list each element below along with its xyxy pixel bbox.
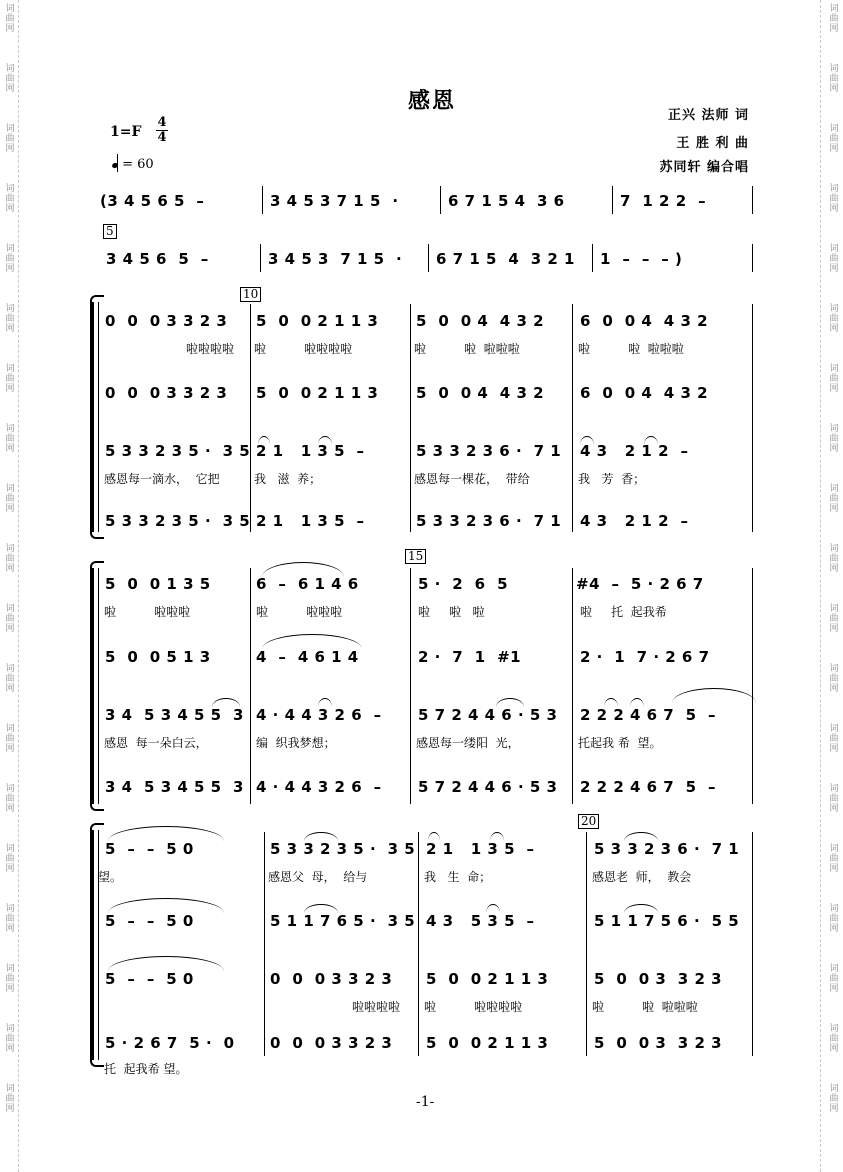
watermark-char: 网 [829, 804, 839, 814]
s3-voice3-m2: 0 0 0 3 3 2 3 [270, 970, 393, 988]
watermark-char: 曲 [5, 1094, 15, 1104]
measure-number-20: 20 [578, 814, 599, 829]
watermark-char: 曲 [829, 794, 839, 804]
s3-voice1-lyric-m1: 望。 [98, 870, 123, 884]
watermark-group [2, 724, 18, 754]
watermark-char: 词 [829, 784, 839, 794]
watermark-char: 网 [5, 84, 15, 94]
s3-voice4-m3: 5 0 0 2 1 1 3 [426, 1034, 549, 1052]
watermark-char: 曲 [829, 434, 839, 444]
watermark-char: 曲 [5, 794, 15, 804]
s3-voice3-lyric-m2: 啦啦啦啦 [352, 1000, 401, 1014]
watermark-char: 词 [829, 1024, 839, 1034]
s2-voice1-m3: 5 · 2 6 5 [418, 575, 509, 593]
s3-voice3-m3: 5 0 0 2 1 1 3 [426, 970, 549, 988]
s2-voice3-m1: 3 4 5 3 4 5 5 3 [105, 706, 244, 724]
barline [410, 568, 411, 804]
tie [108, 826, 224, 841]
watermark-group [2, 64, 18, 94]
watermark-char: 词 [5, 664, 15, 674]
s2-voice3-lyric-m4: 托起我 希 望。 [578, 736, 662, 750]
watermark-char: 曲 [5, 14, 15, 24]
s1-voice1-lyric-m2: 啦 啦啦啦啦 [254, 342, 353, 356]
page-number: -1- [416, 1094, 435, 1110]
watermark-group [2, 904, 18, 934]
watermark-char: 词 [5, 4, 15, 14]
s3-voice1-m2: 5 3 3 2 3 5 · 3 5 [270, 840, 416, 858]
s1-voice3-m3: 5 3 3 2 3 6 · 7 1 [416, 442, 562, 460]
s3-voice1-lyric-m4: 感恩老 师， 教会 [592, 870, 692, 884]
s1-voice2-m3: 5 0 0 4 4 3 2 [416, 384, 545, 402]
s3-voice2-m2: 5 1 1 7 6 5 · 3 5 [270, 912, 416, 930]
barline [572, 568, 573, 804]
watermark-char: 网 [5, 804, 15, 814]
watermark-group [2, 784, 18, 814]
watermark-char: 词 [829, 1084, 839, 1094]
s2-voice4-m3: 5 7 2 4 4 6 · 5 3 [418, 778, 558, 796]
watermark-group [2, 1024, 18, 1054]
s1-voice4-m3: 5 3 3 2 3 6 · 7 1 [416, 512, 562, 530]
s3-voice3-m1: 5 – – 5 0 [105, 970, 194, 988]
watermark-char: 词 [829, 964, 839, 974]
watermark-char: 曲 [5, 194, 15, 204]
s2-voice1-m2: 6 – 6 1 4 6 [256, 575, 359, 593]
watermark-char: 词 [829, 304, 839, 314]
watermark-char: 曲 [829, 134, 839, 144]
watermark-group [826, 304, 842, 334]
watermark-char: 曲 [5, 434, 15, 444]
watermark-group [826, 364, 842, 394]
watermark-char: 网 [829, 264, 839, 274]
watermark-char: 词 [5, 484, 15, 494]
watermark-char: 曲 [5, 494, 15, 504]
watermark-group [826, 784, 842, 814]
s1-voice3-m4: 4 3 2 1 2 – [580, 442, 689, 460]
system-bracket [90, 568, 94, 804]
barline [250, 568, 251, 804]
meter-bottom: 4 [157, 130, 167, 145]
watermark-char: 词 [5, 544, 15, 554]
intro-row2-measure-2: 3 4 5 3 7 1 5 · [268, 250, 403, 268]
right-guide-line [820, 0, 821, 1172]
watermark-char: 网 [829, 504, 839, 514]
s3-voice4-m4: 5 0 0 3 3 2 3 [594, 1034, 723, 1052]
watermark-char: 网 [5, 564, 15, 574]
s2-voice2-m2: 4 – 4 6 1 4 [256, 648, 359, 666]
watermark-left [2, 0, 18, 1172]
barline [428, 244, 429, 272]
watermark-char: 词 [5, 904, 15, 914]
watermark-char: 网 [829, 444, 839, 454]
lyricist-credit: 正兴 法师 词 [667, 108, 749, 123]
s3-voice1-m4: 5 3 3 2 3 6 · 7 1 [594, 840, 740, 858]
watermark-char: 网 [829, 564, 839, 574]
s1-voice3-m1: 5 3 3 2 3 5 · 3 5 [105, 442, 251, 460]
watermark-char: 词 [829, 64, 839, 74]
watermark-group [826, 244, 842, 274]
intro-row2-measure-1: 3 4 5 6 5 – [106, 250, 209, 268]
watermark-group [2, 244, 18, 274]
watermark-char: 曲 [829, 494, 839, 504]
s1-voice1-m3: 5 0 0 4 4 3 2 [416, 312, 545, 330]
s1-voice1-m4: 6 0 0 4 4 3 2 [580, 312, 709, 330]
watermark-char: 曲 [829, 374, 839, 384]
barline [752, 568, 753, 804]
intro-row1-measure-2: 3 4 5 3 7 1 5 · [270, 192, 399, 210]
system-line [98, 568, 99, 804]
s3-voice2-m4: 5 1 1 7 5 6 · 5 5 [594, 912, 740, 930]
watermark-char: 网 [829, 984, 839, 994]
s2-voice2-m4: 2 · 1 7 · 2 6 7 [580, 648, 710, 666]
watermark-group [2, 964, 18, 994]
barline [262, 186, 263, 214]
s3-voice2-m1: 5 – – 5 0 [105, 912, 194, 930]
barline [410, 304, 411, 532]
watermark-char: 曲 [5, 674, 15, 684]
s2-voice3-lyric-m2: 编 织我梦想； [256, 736, 336, 750]
watermark-char: 词 [829, 424, 839, 434]
watermark-char: 词 [829, 364, 839, 374]
watermark-char: 曲 [829, 74, 839, 84]
barline [250, 304, 251, 532]
s3-voice1-m1: 5 – – 5 0 [105, 840, 194, 858]
s3-voice2-m3: 4 3 5 3 5 – [426, 912, 535, 930]
watermark-group [2, 4, 18, 34]
watermark-char: 词 [829, 844, 839, 854]
watermark-group [2, 1084, 18, 1114]
watermark-char: 词 [5, 784, 15, 794]
watermark-char: 曲 [829, 974, 839, 984]
watermark-char: 网 [829, 204, 839, 214]
watermark-char: 网 [829, 384, 839, 394]
barline [418, 832, 419, 1056]
tempo-marking [112, 154, 154, 172]
watermark-char: 网 [5, 744, 15, 754]
watermark-char: 词 [5, 604, 15, 614]
watermark-char: 曲 [829, 254, 839, 264]
key-signature: 1=F [110, 124, 142, 140]
watermark-group [826, 904, 842, 934]
watermark-char: 词 [829, 664, 839, 674]
s1-voice3-lyric-m3: 感恩每一棵花， 带给 [414, 472, 530, 486]
watermark-char: 网 [5, 984, 15, 994]
watermark-char: 曲 [5, 254, 15, 264]
watermark-char: 曲 [5, 134, 15, 144]
watermark-char: 曲 [829, 674, 839, 684]
s2-voice1-lyric-m2: 啦 啦啦啦 [256, 605, 343, 619]
barline [752, 244, 753, 272]
meter-top: 4 [157, 115, 167, 130]
s1-voice4-m4: 4 3 2 1 2 – [580, 512, 689, 530]
tie [262, 634, 362, 649]
tie [108, 898, 224, 913]
s1-voice3-lyric-m1: 感恩每一滴水， 它把 [104, 472, 220, 486]
composer-credit: 王 胜 利 曲 [676, 136, 749, 151]
watermark-char: 网 [829, 864, 839, 874]
watermark-char: 词 [5, 964, 15, 974]
s2-voice1-m1: 5 0 0 1 3 5 [105, 575, 211, 593]
watermark-char: 曲 [5, 74, 15, 84]
s2-voice2-m3: 2 · 7 1 #1 [418, 648, 522, 666]
watermark-char: 词 [829, 904, 839, 914]
watermark-char: 词 [5, 64, 15, 74]
tempo-value: = 60 [122, 157, 154, 172]
s1-voice4-m1: 5 3 3 2 3 5 · 3 5 [105, 512, 251, 530]
watermark-char: 网 [5, 444, 15, 454]
s3-voice3-lyric-m3: 啦 啦啦啦啦 [424, 1000, 523, 1014]
watermark-char: 网 [829, 744, 839, 754]
s3-voice3-m4: 5 0 0 3 3 2 3 [594, 970, 723, 988]
watermark-char: 词 [5, 844, 15, 854]
watermark-char: 曲 [829, 194, 839, 204]
watermark-char: 曲 [5, 854, 15, 864]
watermark-char: 曲 [5, 1034, 15, 1044]
s1-voice1-lyric-m3: 啦 啦 啦啦啦 [414, 342, 520, 356]
s1-voice4-m2: 2 1 1 3 5 – [256, 512, 365, 530]
watermark-group [2, 304, 18, 334]
barline [440, 186, 441, 214]
s2-voice1-lyric-m1: 啦 啦啦啦 [104, 605, 191, 619]
watermark-char: 网 [5, 864, 15, 874]
page-title: 感恩 [408, 88, 457, 114]
s1-voice3-lyric-m2: 我 滋 养； [254, 472, 322, 486]
s2-voice2-m1: 5 0 0 5 1 3 [105, 648, 211, 666]
watermark-char: 词 [5, 304, 15, 314]
watermark-char: 网 [829, 924, 839, 934]
watermark-char: 词 [829, 484, 839, 494]
s3-voice1-lyric-m3: 我 生 命； [424, 870, 492, 884]
watermark-group [2, 424, 18, 454]
measure-number-10: 10 [240, 287, 261, 302]
s2-voice1-lyric-m3: 啦 啦 啦 [418, 605, 485, 619]
watermark-group [826, 544, 842, 574]
s3-voice1-m3: 2 1 1 3 5 – [426, 840, 535, 858]
barline [572, 304, 573, 532]
time-signature [156, 116, 168, 145]
s2-voice3-m2: 4 · 4 4 3 2 6 – [256, 706, 382, 724]
barline [752, 832, 753, 1056]
watermark-char: 网 [5, 684, 15, 694]
watermark-char: 曲 [829, 854, 839, 864]
watermark-char: 词 [5, 184, 15, 194]
watermark-char: 曲 [5, 914, 15, 924]
s2-voice3-lyric-m3: 感恩每一缕阳 光， [416, 736, 520, 750]
watermark-group [2, 184, 18, 214]
watermark-char: 网 [5, 624, 15, 634]
watermark-char: 网 [5, 1044, 15, 1054]
s3-voice4-lyric-m1: 托 起我希 望。 [104, 1062, 188, 1076]
watermark-group [826, 724, 842, 754]
watermark-char: 曲 [5, 734, 15, 744]
s2-voice3-lyric-m1: 感恩 每一朵白云， [104, 736, 208, 750]
watermark-char: 词 [5, 124, 15, 134]
watermark-group [2, 604, 18, 634]
watermark-char: 词 [829, 604, 839, 614]
watermark-char: 网 [5, 264, 15, 274]
intro-row1-measure-1: (3 4 5 6 5 – [100, 192, 205, 210]
s3-voice4-m1: 5 · 2 6 7 5 · 0 [105, 1034, 235, 1052]
watermark-group [2, 364, 18, 394]
tie [672, 688, 756, 703]
s2-voice3-m3: 5 7 2 4 4 6 · 5 3 [418, 706, 558, 724]
watermark-char: 曲 [5, 554, 15, 564]
s1-voice1-m2: 5 0 0 2 1 1 3 [256, 312, 379, 330]
watermark-group [2, 124, 18, 154]
s1-voice2-m2: 5 0 0 2 1 1 3 [256, 384, 379, 402]
watermark-group [826, 64, 842, 94]
watermark-char: 网 [829, 144, 839, 154]
watermark-char: 曲 [5, 974, 15, 984]
watermark-char: 网 [5, 1104, 15, 1114]
s2-voice1-m4: #4 – 5 · 2 6 7 [576, 575, 704, 593]
watermark-char: 网 [829, 24, 839, 34]
watermark-char: 曲 [5, 614, 15, 624]
watermark-char: 曲 [5, 314, 15, 324]
watermark-group [826, 484, 842, 514]
watermark-char: 曲 [829, 554, 839, 564]
watermark-char: 网 [5, 324, 15, 334]
s1-voice2-m4: 6 0 0 4 4 3 2 [580, 384, 709, 402]
intro-row1-measure-4: 7 1 2 2 – [620, 192, 707, 210]
watermark-char: 曲 [829, 914, 839, 924]
s1-voice3-lyric-m4: 我 芳 香； [578, 472, 646, 486]
watermark-char: 词 [829, 4, 839, 14]
watermark-char: 网 [829, 1044, 839, 1054]
watermark-group [826, 424, 842, 454]
quarter-note-icon [111, 162, 118, 169]
s2-voice3-m4: 2 2 2 4 6 7 5 – [580, 706, 717, 724]
watermark-group [2, 664, 18, 694]
barline [752, 186, 753, 214]
watermark-char: 网 [5, 144, 15, 154]
s2-voice1-lyric-m4: 啦 托 起我希 [580, 605, 667, 619]
s3-voice1-lyric-m2: 感恩父 母， 给与 [268, 870, 368, 884]
watermark-char: 网 [5, 924, 15, 934]
barline [264, 832, 265, 1056]
watermark-char: 词 [829, 184, 839, 194]
watermark-char: 网 [5, 504, 15, 514]
intro-row1-measure-3: 6 7 1 5 4 3 6 [448, 192, 565, 210]
watermark-char: 词 [829, 544, 839, 554]
watermark-group [2, 544, 18, 574]
watermark-char: 网 [829, 624, 839, 634]
s2-voice4-m1: 3 4 5 3 4 5 5 3 [105, 778, 244, 796]
s1-voice2-m1: 0 0 0 3 3 2 3 [105, 384, 228, 402]
watermark-char: 词 [5, 424, 15, 434]
barline [752, 304, 753, 532]
s2-voice4-m4: 2 2 2 4 6 7 5 – [580, 778, 717, 796]
intro-row2-measure-3: 6 7 1 5 4 3 2 1 [436, 250, 575, 268]
watermark-char: 词 [5, 1084, 15, 1094]
watermark-right [826, 0, 842, 1172]
watermark-char: 曲 [829, 734, 839, 744]
watermark-char: 曲 [5, 374, 15, 384]
barline [612, 186, 613, 214]
watermark-char: 网 [5, 204, 15, 214]
tie [108, 956, 224, 971]
watermark-char: 词 [829, 724, 839, 734]
system-bracket [90, 830, 94, 1060]
s1-voice1-m1: 0 0 0 3 3 2 3 [105, 312, 228, 330]
system-bracket [90, 302, 94, 532]
s3-voice3-lyric-m4: 啦 啦 啦啦啦 [592, 1000, 698, 1014]
s3-voice4-m2: 0 0 0 3 3 2 3 [270, 1034, 393, 1052]
left-guide-line [18, 0, 19, 1172]
watermark-group [2, 844, 18, 874]
watermark-group [826, 844, 842, 874]
s2-voice4-m2: 4 · 4 4 3 2 6 – [256, 778, 382, 796]
s1-voice1-lyric-m4: 啦 啦 啦啦啦 [578, 342, 684, 356]
watermark-char: 曲 [829, 614, 839, 624]
watermark-char: 词 [829, 124, 839, 134]
watermark-char: 网 [5, 384, 15, 394]
watermark-char: 词 [829, 244, 839, 254]
watermark-char: 曲 [829, 1094, 839, 1104]
watermark-group [826, 1084, 842, 1114]
watermark-char: 网 [829, 684, 839, 694]
measure-number-15: 15 [405, 549, 426, 564]
watermark-char: 网 [829, 324, 839, 334]
watermark-char: 词 [5, 364, 15, 374]
watermark-char: 曲 [829, 1034, 839, 1044]
watermark-char: 网 [829, 1104, 839, 1114]
system-line [98, 830, 99, 1060]
arranger-credit: 苏同轩 编合唱 [659, 160, 749, 175]
s1-voice1-lyric-m1: 啦啦啦啦 [186, 342, 235, 356]
watermark-group [826, 604, 842, 634]
watermark-char: 曲 [829, 314, 839, 324]
watermark-group [826, 964, 842, 994]
watermark-char: 词 [5, 1024, 15, 1034]
intro-row2-measure-4: 1 – – – ) [600, 250, 683, 268]
watermark-group [826, 1024, 842, 1054]
watermark-group [2, 484, 18, 514]
watermark-group [826, 184, 842, 214]
watermark-group [826, 4, 842, 34]
watermark-group [826, 124, 842, 154]
watermark-char: 网 [5, 24, 15, 34]
barline [260, 244, 261, 272]
barline [592, 244, 593, 272]
measure-number-5: 5 [103, 224, 117, 239]
watermark-char: 曲 [829, 14, 839, 24]
watermark-char: 网 [829, 84, 839, 94]
watermark-char: 词 [5, 244, 15, 254]
barline [586, 832, 587, 1056]
watermark-group [826, 664, 842, 694]
system-line [98, 302, 99, 532]
s1-voice3-m2: 2 1 1 3 5 – [256, 442, 365, 460]
watermark-char: 词 [5, 724, 15, 734]
